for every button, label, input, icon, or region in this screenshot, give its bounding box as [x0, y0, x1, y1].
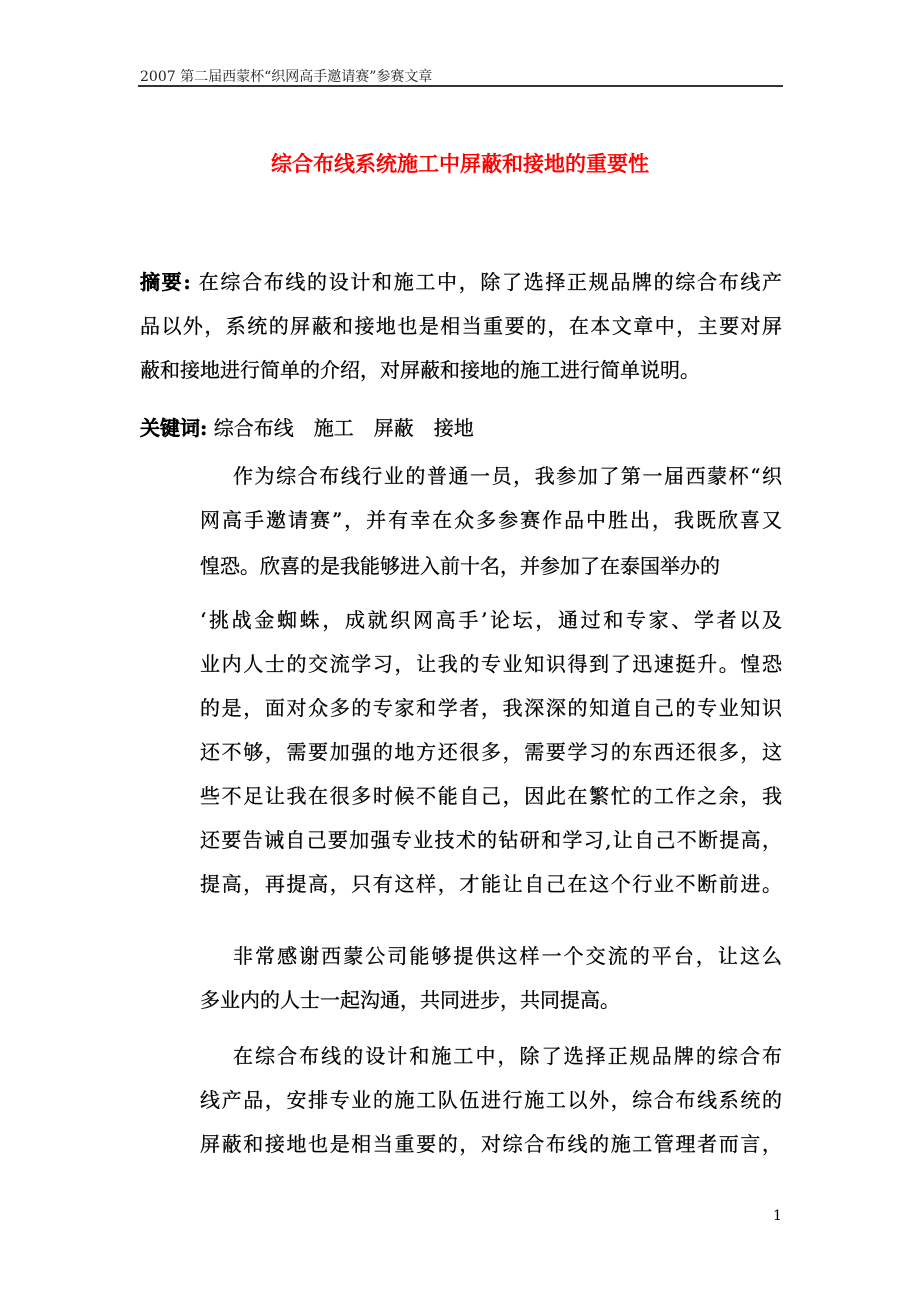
paragraph-line: 线产品，安排专业的施工队伍进行施工以外，综合布线系统的 [200, 1088, 782, 1112]
paragraph-line: 惶恐。欣喜的是我能够进入前十名，并参加了在泰国举办的 [200, 554, 720, 578]
abstract-line: 品以外，系统的屏蔽和接地也是相当重要的，在本文章中，主要对屏 [140, 314, 782, 338]
abstract-label: 摘要: [140, 270, 191, 294]
paragraph-line: 网高手邀请赛”，并有幸在众多参赛作品中胜出，我既欣喜又 [200, 508, 782, 532]
paragraph-line: 非常感谢西蒙公司能够提供这样一个交流的平台，让这么 [233, 944, 782, 968]
keywords-label: 关键词: [140, 416, 208, 440]
keywords-line [140, 415, 782, 441]
paragraph-line: 提高，再提高，只有这样，才能让自己在这个行业不断前进。 [200, 872, 782, 896]
abstract-text: 在综合布线的设计和施工中，除了选择正规品牌的综合布线产 [190, 270, 782, 294]
running-header: 2007 第二届西蒙杯“织网高手邀请赛”参赛文章 [140, 69, 433, 85]
abstract-line [140, 269, 782, 295]
header-rule [138, 85, 783, 87]
document-title: 综合布线系统施工中屏蔽和接地的重要性 [271, 151, 649, 176]
paragraph-line: 多业内的人士一起沟通，共同进步，共同提高。 [200, 988, 620, 1012]
paragraph-line: 作为综合布线行业的普通一员，我参加了第一届西蒙杯“织 [233, 464, 782, 488]
paragraph-line: 屏蔽和接地也是相当重要的，对综合布线的施工管理者而言， [200, 1132, 782, 1156]
page-number: 1 [773, 1208, 782, 1224]
paragraph-line: 些不足让我在很多时候不能自己，因此在繁忙的工作之余，我 [200, 784, 782, 808]
paragraph-line: 在综合布线的设计和施工中，除了选择正规品牌的综合布 [233, 1044, 782, 1068]
paragraph-line: 的是，面对众多的专家和学者，我深深的知道自己的专业知识 [200, 696, 782, 720]
paragraph-line: ‘挑战金蜘蛛，成就织网高手’论坛，通过和专家、学者以及 [200, 608, 782, 632]
paragraph-line: 业内人士的交流学习，让我的专业知识得到了迅速挺升。惶恐 [200, 652, 782, 676]
paragraph-line: 还不够，需要加强的地方还很多，需要学习的东西还很多，这 [200, 740, 782, 764]
abstract-line: 蔽和接地进行简单的介绍，对屏蔽和接地的施工进行简单说明。 [140, 358, 700, 382]
paragraph-line: 还要告诫自己要加强专业技术的钻研和学习,让自己不断提高， [200, 828, 782, 852]
keywords-value: 综合布线 施工 屏蔽 接地 [207, 416, 474, 440]
